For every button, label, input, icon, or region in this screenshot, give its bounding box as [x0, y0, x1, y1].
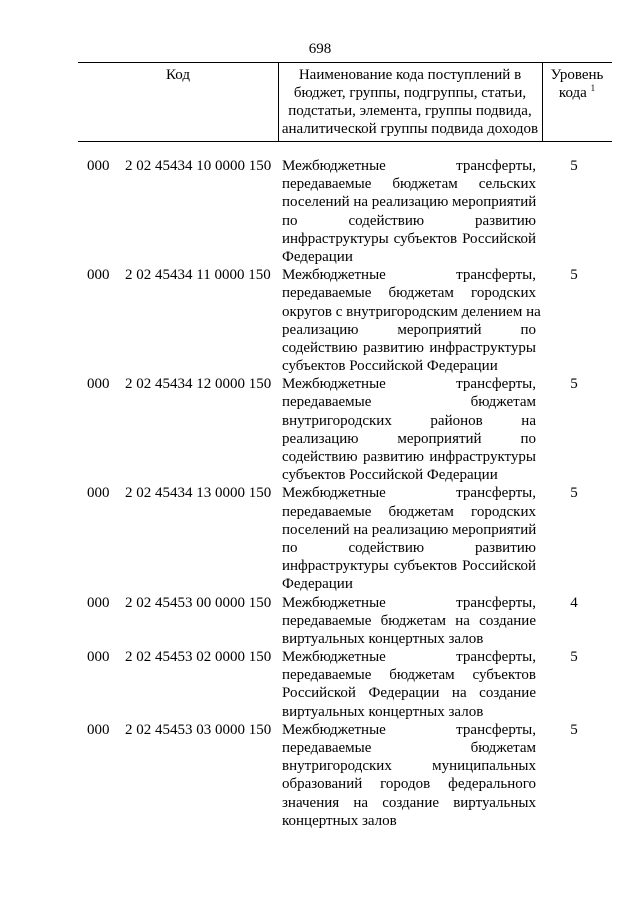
- table-row: [0, 721, 640, 830]
- header-name-line: аналитической группы подвида доходов: [281, 121, 539, 137]
- description-line: образований городов федерального: [282, 776, 536, 793]
- description-line: реализацию мероприятий по: [282, 430, 536, 447]
- code-description: [282, 157, 536, 266]
- table-body: [0, 157, 640, 830]
- description-line: Межбюджетные трансферты,: [282, 267, 536, 284]
- description-line: внутригородских районов на: [282, 412, 536, 429]
- description-line: поселений на реализацию мероприятий: [282, 194, 537, 211]
- description-line: инфраструктуры субъектов Российской: [282, 558, 536, 575]
- description-line: передаваемые бюджетам: [282, 394, 536, 411]
- description-line: по содействию развитию: [282, 539, 536, 556]
- revenue-code: 2 02 45434 13 0000 150: [125, 485, 272, 502]
- admin-code: 000: [87, 594, 110, 611]
- description-line: Межбюджетные трансферты,: [282, 721, 536, 738]
- header-name-line: бюджет, группы, подгруппы, статьи,: [293, 85, 527, 101]
- code-level: 5: [570, 721, 578, 738]
- table-row: [0, 484, 640, 593]
- description-line: Федерации: [282, 576, 353, 593]
- description-line: содействию развитию инфраструктуры: [282, 449, 536, 465]
- table-row: [0, 266, 640, 375]
- table-header: [78, 62, 612, 142]
- description-line: поселений на реализацию мероприятий: [282, 521, 537, 538]
- code-level: 5: [570, 485, 578, 502]
- description-line: Российской Федерации на создание: [282, 685, 536, 702]
- description-line: внутригородских муниципальных: [282, 758, 536, 775]
- revenue-code: 2 02 45434 10 0000 150: [125, 158, 272, 174]
- table-row: [0, 594, 640, 649]
- description-line: Федерации: [282, 248, 353, 265]
- header-level: [542, 66, 612, 102]
- code-level: 5: [570, 376, 578, 393]
- description-line: субъектов Российской Федерации: [282, 358, 498, 375]
- description-line: передаваемые бюджетам сельских: [282, 176, 536, 193]
- code-description: [282, 721, 536, 830]
- description-line: содействию развитию инфраструктуры: [282, 339, 536, 356]
- revenue-code: 2 02 45434 11 0000 150: [125, 267, 271, 284]
- description-line: значения на создание виртуальных: [282, 794, 536, 811]
- header-level-word: кода: [558, 85, 587, 101]
- header-name-line: подстатьи, элемента, группы подвида,: [288, 103, 532, 119]
- footnote-marker: 1: [590, 83, 596, 93]
- code-description: [282, 594, 536, 649]
- header-name-line: Наименование кода поступлений в: [298, 67, 522, 83]
- revenue-code: 2 02 45453 02 0000 150: [125, 649, 272, 666]
- admin-code: 000: [87, 721, 110, 738]
- description-line: виртуальных концертных залов: [282, 703, 484, 720]
- description-line: Межбюджетные трансферты,: [282, 649, 536, 666]
- code-description: [282, 266, 541, 375]
- header-level-line: [542, 84, 612, 102]
- description-line: передаваемые бюджетам: [282, 740, 536, 756]
- description-line: субъектов Российской Федерации: [282, 467, 498, 484]
- admin-code: 000: [87, 376, 110, 393]
- code-level: 5: [570, 267, 578, 284]
- description-line: реализацию мероприятий по: [282, 321, 536, 338]
- description-line: Межбюджетные трансферты,: [282, 594, 536, 611]
- code-description: [282, 484, 536, 593]
- description-line: виртуальных концертных залов: [282, 630, 484, 647]
- admin-code: 000: [87, 485, 110, 502]
- description-line: передаваемые бюджетам субъектов: [282, 667, 536, 684]
- table-row: [0, 375, 640, 484]
- code-level: 5: [570, 158, 578, 174]
- page-number: 698: [308, 41, 332, 57]
- description-line: по содействию развитию: [282, 212, 536, 229]
- code-level: 4: [570, 594, 578, 611]
- description-line: передаваемые бюджетам на создание: [282, 612, 536, 629]
- description-line: передаваемые бюджетам городских: [282, 285, 536, 302]
- header-code-label: Код: [166, 67, 190, 83]
- revenue-code: 2 02 45434 12 0000 150: [125, 376, 272, 393]
- admin-code: 000: [87, 267, 110, 284]
- revenue-code: 2 02 45453 03 0000 150: [125, 721, 272, 738]
- header-level-line: Уровень: [550, 67, 604, 83]
- description-line: концертных залов: [282, 812, 397, 829]
- table-row: [0, 157, 640, 266]
- code-description: [282, 375, 536, 484]
- admin-code: 000: [87, 649, 110, 666]
- code-level: 5: [570, 649, 578, 666]
- description-line: округов с внутригородским делением на: [282, 303, 541, 320]
- description-line: инфраструктуры субъектов Российской: [282, 230, 536, 247]
- description-line: передаваемые бюджетам городских: [282, 503, 536, 520]
- revenue-code: 2 02 45453 00 0000 150: [125, 594, 272, 611]
- header-code: [78, 66, 278, 84]
- admin-code: 000: [87, 158, 110, 174]
- description-line: Межбюджетные трансферты,: [282, 158, 536, 174]
- description-line: Межбюджетные трансферты,: [282, 376, 536, 393]
- description-line: Межбюджетные трансферты,: [282, 485, 536, 502]
- header-name: [278, 66, 542, 138]
- code-description: [282, 648, 536, 721]
- table-row: [0, 648, 640, 721]
